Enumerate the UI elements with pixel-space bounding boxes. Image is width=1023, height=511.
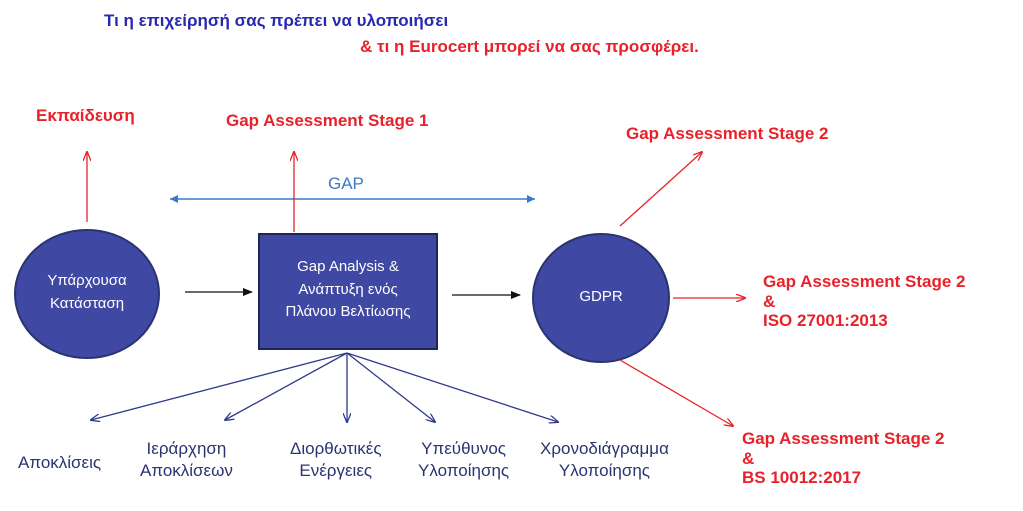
branch-line-2 [225,353,347,420]
current-state-label: Υπάρχουσα Κατάσταση [47,272,127,312]
gap-analysis-label: Gap Analysis & Ανάπτυξη ενός Πλάνου Βελτίωσης [285,258,411,320]
header-line-1: Τι η επιχείρησή σας πρέπει να υλοποιήσει [104,11,449,30]
branch-label-4: Υπεύθυνος Υλοποίησης [418,439,510,481]
stage2-bs-label: Gap Assessment Stage 2 & BS 10012:2017 [742,429,945,488]
branch-label-2: Ιεράρχηση Αποκλίσεων [140,439,233,481]
gap-label: GAP [328,174,364,193]
header-line-2: & τι η Eurocert μπορεί να σας προσφέρει. [360,37,699,56]
stage2-top-label: Gap Assessment Stage 2 [626,124,829,143]
stage1-label: Gap Assessment Stage 1 [226,111,429,130]
gdpr-label: GDPR [579,288,623,305]
arrow-to-stage2-top [620,152,702,226]
stage2-iso-label: Gap Assessment Stage 2 & ISO 27001:2013 [763,272,966,331]
branch-label-3: Διορθωτικές Ενέργειες [290,439,382,481]
training-label: Εκπαίδευση [36,106,135,125]
branch-label-5: Χρονοδιάγραμμα Υλοποίησης [540,439,669,481]
branch-line-1 [91,353,347,420]
branch-line-4 [347,353,435,422]
branch-line-5 [347,353,558,422]
branch-label-1: Αποκλίσεις [18,453,102,472]
arrow-to-stage2-bs [620,360,733,426]
